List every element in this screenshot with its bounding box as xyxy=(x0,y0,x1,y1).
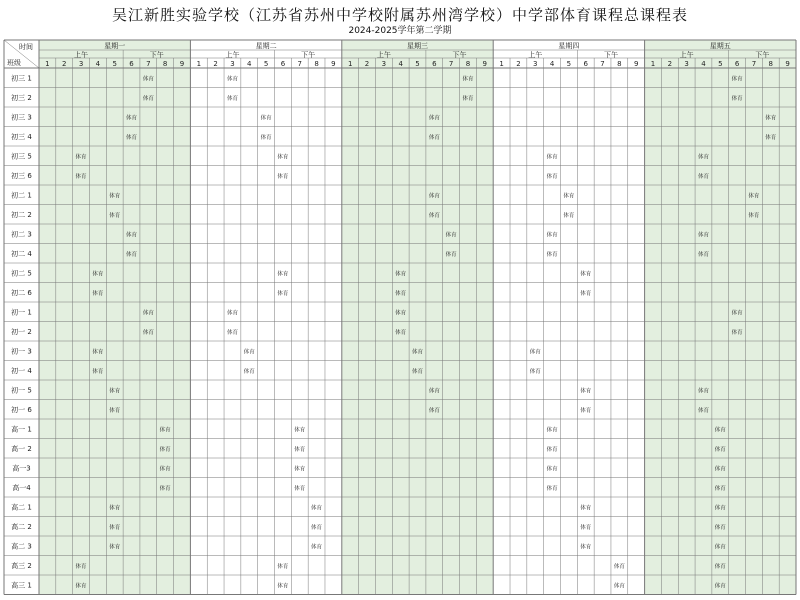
period-number: 2 xyxy=(213,60,218,68)
pe-cell: 体育 xyxy=(411,368,424,375)
page-title: 吴江新胜实验学校（江苏省苏州中学校附属苏州湾学校）中学部体育课程总课程表 xyxy=(111,6,688,24)
pe-cell: 体育 xyxy=(748,212,760,219)
pe-cell: 体育 xyxy=(546,485,558,492)
class-name: 初一 2 xyxy=(11,327,32,336)
pe-cell: 体育 xyxy=(731,329,743,336)
period-number: 5 xyxy=(112,60,117,68)
class-name: 初二 5 xyxy=(11,269,32,278)
pe-cell: 体育 xyxy=(277,173,289,180)
class-name: 初二 2 xyxy=(11,210,32,219)
pe-cell: 体育 xyxy=(395,290,407,297)
period-number: 3 xyxy=(78,60,84,68)
period-number: 8 xyxy=(465,60,471,68)
pe-cell: 体育 xyxy=(159,427,171,434)
pe-cell: 体育 xyxy=(109,544,121,551)
pe-cell: 体育 xyxy=(126,115,138,122)
pe-cell: 体育 xyxy=(697,173,709,180)
period-number: 3 xyxy=(533,60,538,68)
period-number: 9 xyxy=(785,60,790,68)
class-name: 初一 6 xyxy=(11,405,32,414)
period-number: 6 xyxy=(734,60,740,68)
am-header: 上午 xyxy=(528,51,543,59)
pe-cell: 体育 xyxy=(75,154,87,161)
period-number: 6 xyxy=(432,60,437,68)
period-number: 6 xyxy=(583,60,588,68)
am-header: 上午 xyxy=(225,51,240,59)
pe-cell: 体育 xyxy=(92,368,104,375)
pe-cell: 体育 xyxy=(92,349,104,356)
class-name: 高二 3 xyxy=(11,542,32,551)
period-number: 7 xyxy=(448,60,454,68)
pe-cell: 体育 xyxy=(546,446,558,453)
pe-cell: 体育 xyxy=(714,466,726,473)
pe-cell: 体育 xyxy=(462,76,474,83)
class-name: 高二 2 xyxy=(11,522,32,531)
pe-cell: 体育 xyxy=(159,485,171,492)
pe-cell: 体育 xyxy=(395,329,407,336)
pm-header: 下午 xyxy=(301,51,316,59)
pe-cell: 体育 xyxy=(529,349,541,356)
pe-cell: 体育 xyxy=(613,583,625,590)
period-number: 9 xyxy=(633,60,639,68)
am-header: 上午 xyxy=(74,51,89,59)
class-name: 初一 3 xyxy=(11,347,32,356)
class-name: 初三 1 xyxy=(11,74,32,83)
day-header: 星期五 xyxy=(709,42,731,50)
period-number: 8 xyxy=(768,60,774,68)
pe-cell: 体育 xyxy=(428,134,440,141)
pe-cell: 体育 xyxy=(126,134,138,141)
period-number: 4 xyxy=(95,60,101,68)
pe-cell: 体育 xyxy=(697,251,709,258)
pe-cell: 体育 xyxy=(92,271,104,278)
period-number: 2 xyxy=(61,60,67,68)
pe-cell: 体育 xyxy=(277,271,289,278)
class-name: 高三 1 xyxy=(11,581,32,590)
pe-cell: 体育 xyxy=(697,232,709,239)
pe-cell: 体育 xyxy=(428,193,440,200)
pe-cell: 体育 xyxy=(445,232,457,239)
pe-cell: 体育 xyxy=(546,232,558,239)
pe-cell: 体育 xyxy=(75,583,87,590)
pe-cell: 体育 xyxy=(75,173,87,180)
pe-cell: 体育 xyxy=(731,310,743,317)
period-number: 5 xyxy=(415,60,420,68)
period-number: 6 xyxy=(280,60,286,68)
pe-cell: 体育 xyxy=(580,290,592,297)
pe-cell: 体育 xyxy=(714,505,726,512)
pe-cell: 体育 xyxy=(277,290,289,297)
period-number: 8 xyxy=(162,60,168,68)
period-number: 1 xyxy=(499,60,504,68)
pe-cell: 体育 xyxy=(697,154,709,161)
pe-cell: 体育 xyxy=(546,251,558,258)
period-number: 2 xyxy=(667,60,673,68)
pe-cell: 体育 xyxy=(395,310,407,317)
period-number: 3 xyxy=(230,60,235,68)
class-name: 初三 6 xyxy=(11,171,32,180)
pe-cell: 体育 xyxy=(109,505,121,512)
pe-cell: 体育 xyxy=(714,563,726,570)
class-name: 初二 4 xyxy=(11,249,32,258)
pe-cell: 体育 xyxy=(714,446,726,453)
pe-cell: 体育 xyxy=(580,544,592,551)
pe-cell: 体育 xyxy=(580,524,592,531)
period-number: 5 xyxy=(718,60,723,68)
pe-cell: 体育 xyxy=(445,251,457,258)
period-number: 7 xyxy=(600,60,605,68)
class-name: 初一 4 xyxy=(11,366,32,375)
pe-cell: 体育 xyxy=(294,427,306,434)
class-name: 高一 1 xyxy=(11,425,32,434)
pe-cell: 体育 xyxy=(277,154,289,161)
period-number: 1 xyxy=(196,60,202,68)
pe-cell: 体育 xyxy=(260,134,272,141)
period-number: 4 xyxy=(549,60,555,68)
pe-cell: 体育 xyxy=(395,271,407,278)
pe-cell: 体育 xyxy=(765,134,777,141)
period-number: 9 xyxy=(482,60,488,68)
pe-cell: 体育 xyxy=(92,290,104,297)
pe-cell: 体育 xyxy=(714,485,726,492)
period-number: 9 xyxy=(331,60,336,68)
period-number: 4 xyxy=(398,60,403,68)
period-number: 5 xyxy=(263,60,269,68)
class-name: 初三 4 xyxy=(11,132,32,141)
day-shade-1 xyxy=(39,40,190,595)
pe-cell: 体育 xyxy=(546,427,558,434)
period-number: 6 xyxy=(129,60,134,68)
pe-cell: 体育 xyxy=(142,76,154,83)
pe-cell: 体育 xyxy=(714,524,726,531)
period-number: 1 xyxy=(650,60,656,68)
pe-cell: 体育 xyxy=(142,95,154,102)
pe-cell: 体育 xyxy=(243,368,255,375)
pe-cell: 体育 xyxy=(714,583,726,590)
class-name: 初三 5 xyxy=(11,152,32,161)
pe-cell: 体育 xyxy=(311,505,323,512)
pe-cell: 体育 xyxy=(428,388,440,395)
day-shade-3 xyxy=(342,40,493,595)
pe-cell: 体育 xyxy=(613,563,625,570)
period-number: 4 xyxy=(247,60,252,68)
am-header: 上午 xyxy=(376,51,391,59)
pe-cell: 体育 xyxy=(765,115,777,122)
pe-cell: 体育 xyxy=(731,76,743,83)
class-name: 高二 1 xyxy=(11,503,32,512)
class-name: 高一 2 xyxy=(11,444,32,453)
pe-cell: 体育 xyxy=(126,251,138,258)
class-name: 初三 2 xyxy=(11,93,32,102)
day-header: 星期一 xyxy=(104,42,126,50)
pe-cell: 体育 xyxy=(294,446,306,453)
class-name: 高一3 xyxy=(12,464,31,473)
pe-cell: 体育 xyxy=(748,193,760,200)
am-header: 上午 xyxy=(679,51,694,59)
class-name: 高三 2 xyxy=(11,561,32,570)
period-number: 2 xyxy=(364,60,370,68)
period-number: 7 xyxy=(297,60,302,68)
period-number: 3 xyxy=(684,60,689,68)
pe-cell: 体育 xyxy=(311,544,323,551)
period-number: 7 xyxy=(751,60,757,68)
pe-cell: 体育 xyxy=(580,388,592,395)
period-number: 1 xyxy=(45,60,50,68)
class-name: 初一 5 xyxy=(11,386,32,395)
class-name: 初二 6 xyxy=(11,288,32,297)
pe-cell: 体育 xyxy=(580,505,592,512)
pe-cell: 体育 xyxy=(226,95,238,102)
pe-cell: 体育 xyxy=(428,115,440,122)
class-name: 初二 3 xyxy=(11,230,32,239)
period-number: 7 xyxy=(146,60,151,68)
day-header: 星期二 xyxy=(255,42,277,50)
pe-cell: 体育 xyxy=(529,368,541,375)
day-header: 星期三 xyxy=(407,42,428,50)
pe-cell: 体育 xyxy=(411,349,424,356)
pm-header: 下午 xyxy=(149,51,164,59)
period-number: 5 xyxy=(566,60,572,68)
pe-cell: 体育 xyxy=(277,563,289,570)
pe-cell: 体育 xyxy=(580,407,592,414)
pm-header: 下午 xyxy=(452,51,467,59)
pe-cell: 体育 xyxy=(294,485,306,492)
pe-cell: 体育 xyxy=(428,407,440,414)
pe-cell: 体育 xyxy=(243,349,255,356)
pe-cell: 体育 xyxy=(226,310,238,317)
pe-cell: 体育 xyxy=(462,95,474,102)
pe-cell: 体育 xyxy=(109,388,121,395)
pe-cell: 体育 xyxy=(260,115,272,122)
class-name: 初二 1 xyxy=(11,191,32,200)
corner-time-label: 时间 xyxy=(19,43,33,51)
pe-cell: 体育 xyxy=(563,212,575,219)
pm-header: 下午 xyxy=(755,51,770,59)
pe-cell: 体育 xyxy=(159,466,171,473)
period-number: 3 xyxy=(381,60,387,68)
pe-cell: 体育 xyxy=(697,407,709,414)
page-subtitle: 2024-2025学年第二学期 xyxy=(348,26,452,36)
pe-cell: 体育 xyxy=(731,95,743,102)
period-number: 8 xyxy=(617,60,622,68)
pe-cell: 体育 xyxy=(142,329,154,336)
pe-cell: 体育 xyxy=(546,154,558,161)
pe-cell: 体育 xyxy=(311,524,323,531)
pe-cell: 体育 xyxy=(109,524,121,531)
pe-cell: 体育 xyxy=(109,407,121,414)
corner-class-label: 班级 xyxy=(7,59,21,67)
class-name: 初一 1 xyxy=(11,308,32,317)
pe-cell: 体育 xyxy=(428,212,440,219)
pe-cell: 体育 xyxy=(75,563,87,570)
class-name: 初三 3 xyxy=(11,113,32,122)
pe-cell: 体育 xyxy=(109,193,121,200)
pm-header: 下午 xyxy=(603,51,618,59)
period-number: 1 xyxy=(347,60,353,68)
class-name: 高一4 xyxy=(12,483,31,492)
pe-cell: 体育 xyxy=(714,544,726,551)
pe-cell: 体育 xyxy=(109,212,121,219)
period-number: 8 xyxy=(314,60,319,68)
pe-cell: 体育 xyxy=(142,310,154,317)
pe-cell: 体育 xyxy=(277,583,289,590)
pe-cell: 体育 xyxy=(580,271,592,278)
period-number: 2 xyxy=(516,60,521,68)
period-number: 4 xyxy=(701,60,706,68)
day-header: 星期四 xyxy=(558,42,580,50)
pe-cell: 体育 xyxy=(226,329,238,336)
pe-cell: 体育 xyxy=(126,232,138,239)
pe-cell: 体育 xyxy=(226,76,238,83)
day-shade-5 xyxy=(645,40,796,595)
pe-cell: 体育 xyxy=(294,466,306,473)
period-number: 9 xyxy=(179,60,185,68)
pe-cell: 体育 xyxy=(563,193,575,200)
pe-cell: 体育 xyxy=(546,173,558,180)
pe-cell: 体育 xyxy=(714,427,726,434)
pe-cell: 体育 xyxy=(697,388,709,395)
pe-cell: 体育 xyxy=(159,446,171,453)
pe-cell: 体育 xyxy=(546,466,558,473)
